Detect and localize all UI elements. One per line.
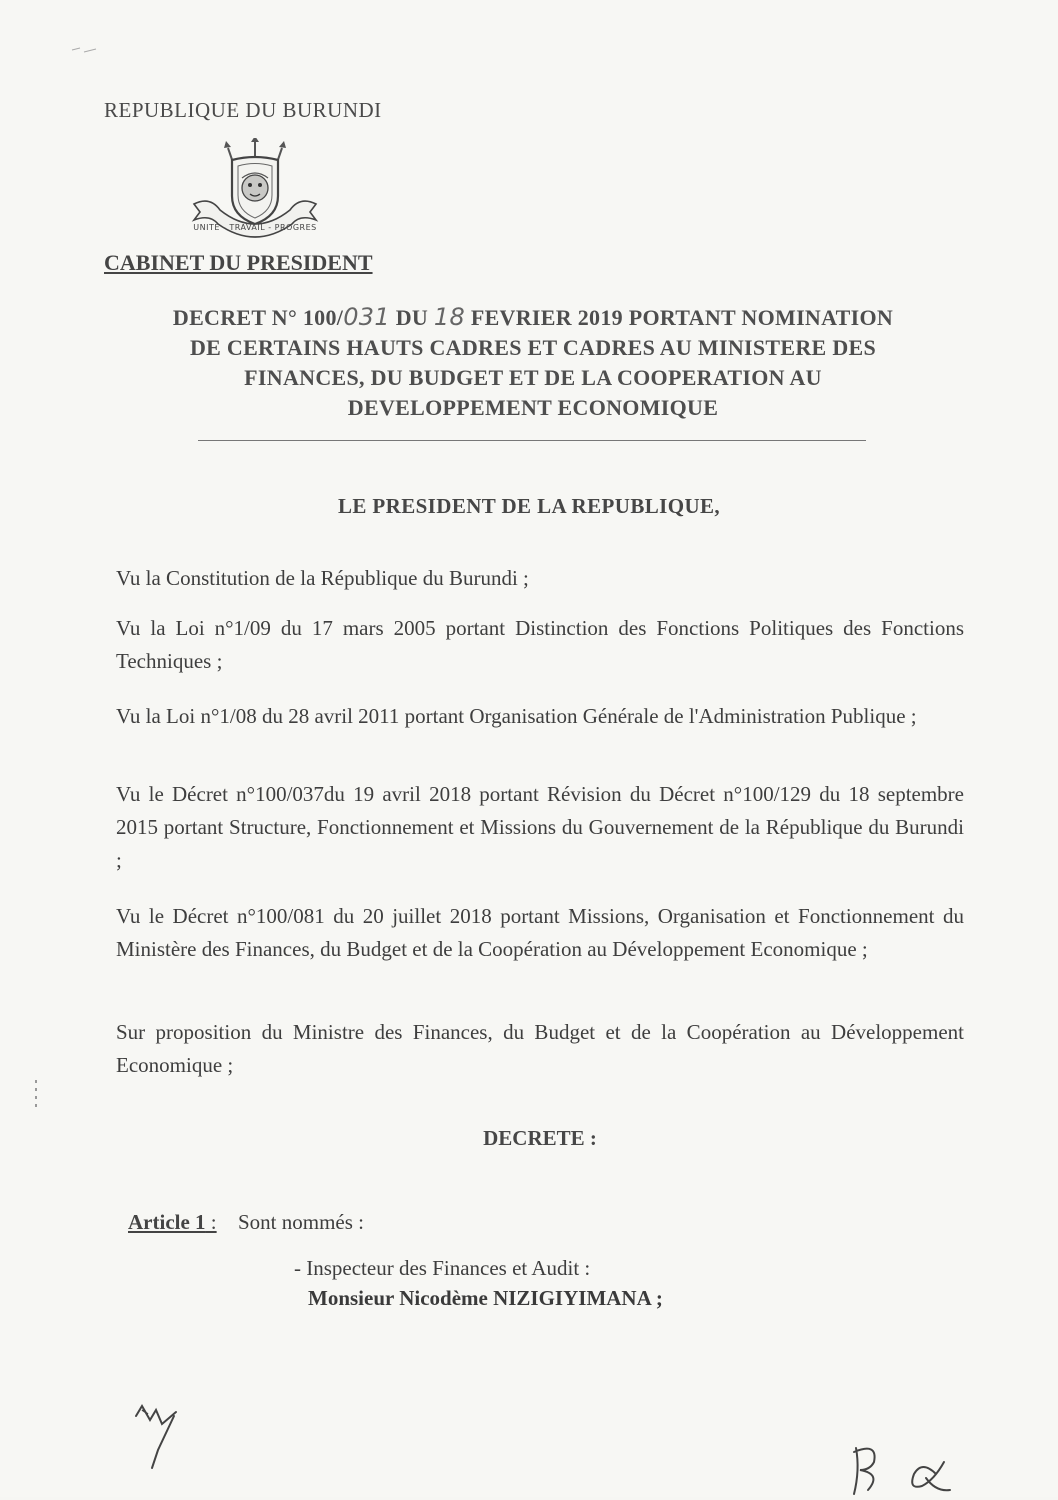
president-heading: LE PRESIDENT DE LA REPUBLIQUE,: [337, 494, 721, 518]
consideration-decret-037: Vu le Décret n°100/037du 19 avril 2018 portant Révision du Décret n°100/129 du 18 septembre 2015 portant Structure, Fonctionnement et Missions du Gouvernement de la République du Burundi ;: [116, 782, 964, 872]
article-1-appointee: Monsieur Nicodème NIZIGIYIMANA ;: [308, 1286, 663, 1310]
decree-title-line2: DE CERTAINS HAUTS CADRES ET CADRES AU MINISTERE DES: [189, 335, 877, 360]
article-1-label: [128, 1210, 217, 1235]
decree-title-line4: DEVELOPPEMENT ECONOMIQUE: [347, 395, 719, 420]
article-1-colon: :: [205, 1210, 217, 1234]
consideration-decret-081: Vu le Décret n°100/081 du 20 juillet 2018 portant Missions, Organisation et Fonctionnement du Ministère des Finances, du Budget et de la Coopération au Développement Economique ;: [116, 904, 964, 961]
article-1-text: Sont nommés :: [238, 1210, 365, 1234]
burundi-coat-of-arms-icon: [190, 138, 320, 248]
consideration-loi-2011: Vu la Loi n°1/08 du 28 avril 2011 portant Organisation Générale de l'Administration Publique ;: [116, 704, 917, 728]
consideration-loi-2005: Vu la Loi n°1/09 du 17 mars 2005 portant Distinction des Fonctions Politiques des Fonctions Techniques ;: [116, 616, 964, 673]
consideration-proposition: Sur proposition du Ministre des Finances, du Budget et de la Coopération au Développement Economique ;: [116, 1020, 964, 1077]
republic-heading: REPUBLIQUE DU BURUNDI: [104, 98, 382, 122]
scan-specks: [34, 1080, 38, 1108]
emblem-motto: UNITE - TRAVAIL - PROGRES: [193, 223, 317, 232]
title-divider: [198, 440, 866, 441]
decree-day-handwritten: 18: [433, 303, 466, 331]
decrete-heading: DECRETE :: [483, 1126, 597, 1150]
decree-number-handwritten: 031: [343, 303, 390, 331]
scan-mark: [70, 40, 100, 60]
decree-title-line3: FINANCES, DU BUDGET ET DE LA COOPERATION AU: [244, 365, 822, 390]
article-1-post: - Inspecteur des Finances et Audit :: [294, 1256, 591, 1280]
article-1-label-text: Article 1: [128, 1210, 206, 1234]
decree-date-connector: DU: [389, 305, 434, 330]
handwritten-initials-icon: [128, 1402, 188, 1472]
consideration-constitution: Vu la Constitution de la République du Burundi ;: [116, 566, 529, 590]
cabinet-heading: CABINET DU PRESIDENT: [104, 250, 373, 275]
handwritten-signature-icon: [826, 1440, 976, 1500]
decree-number-prefix: DECRET N° 100/: [172, 305, 344, 330]
decree-title: [108, 302, 958, 423]
decree-title-rest: FEVRIER 2019 PORTANT NOMINATION: [465, 305, 894, 330]
decree-title-line1: [108, 302, 958, 333]
